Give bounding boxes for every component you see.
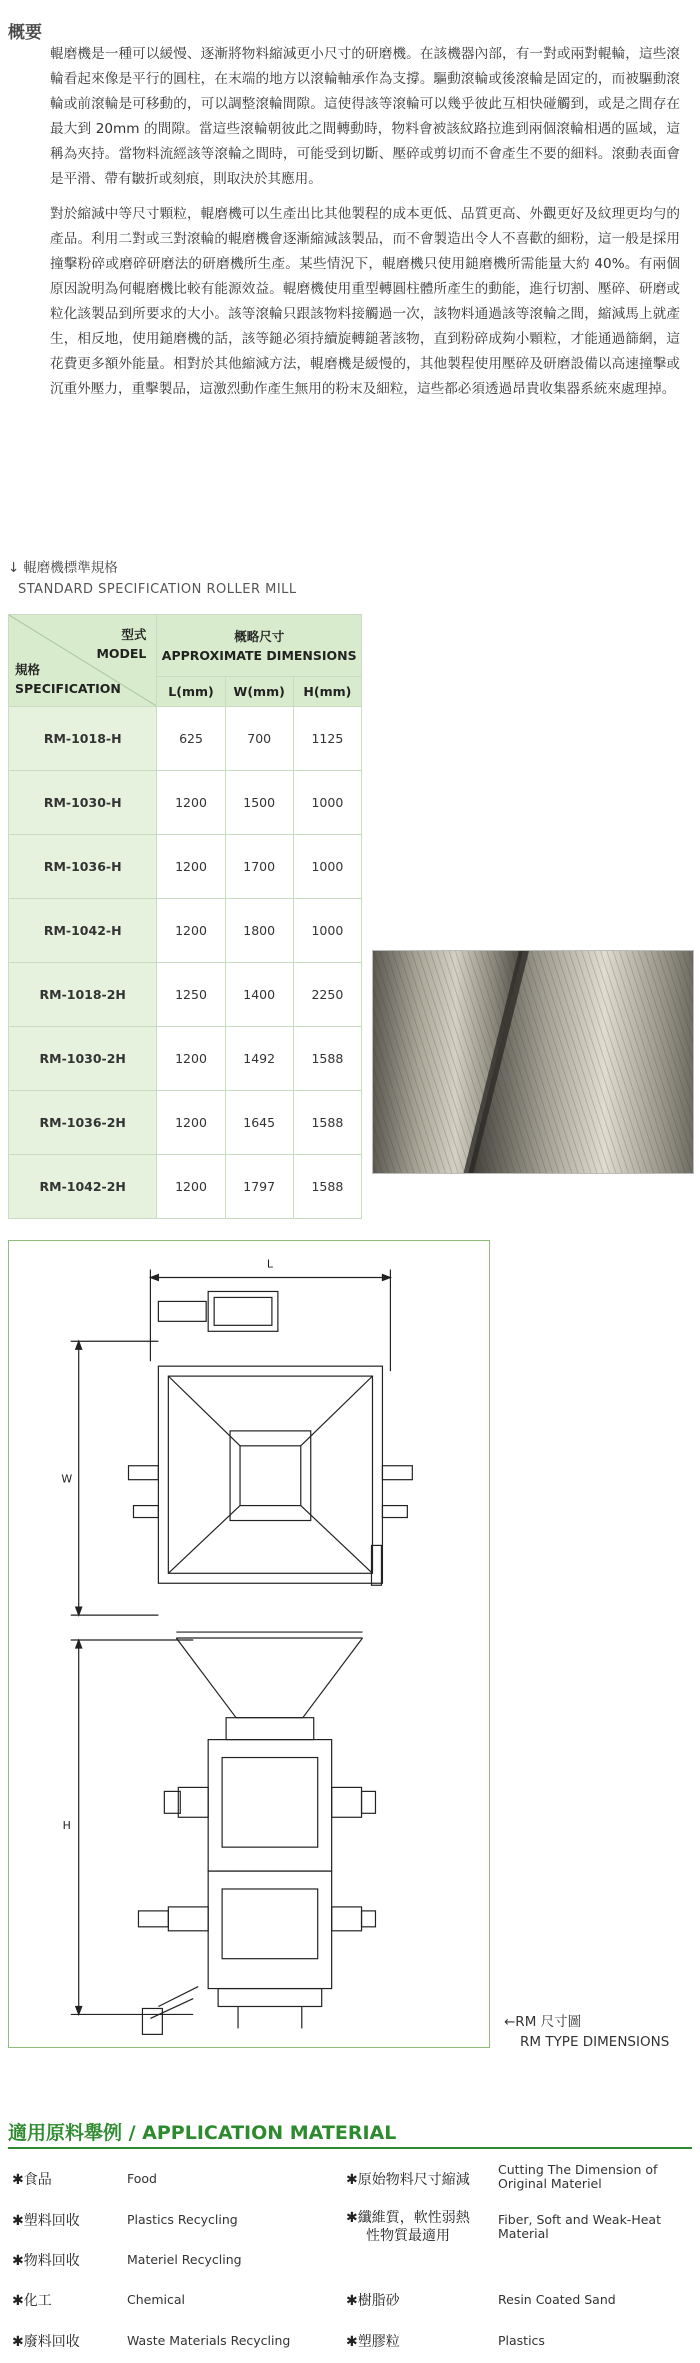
spec-table [8,614,362,1219]
header-dims-en: APPROXIMATE DIMENSIONS [161,647,357,663]
height-cell: 1000 [293,899,361,963]
dimension-caption [504,2012,669,2052]
model-cell: RM-1030-2H [9,1027,157,1091]
label-w: W [61,1472,73,1486]
dimension-caption-en: RM TYPE DIMENSIONS [520,2034,670,2050]
list-item-en: Food [127,2171,157,2186]
list-item: ✱物料回收 [12,2253,80,2269]
header-spec-zh: 規格 [15,662,41,677]
roller-surface-photo [372,950,694,1174]
table-row [9,771,362,835]
table-row [9,1091,362,1155]
application-divider [8,2147,692,2149]
model-cell: RM-1030-H [9,771,157,835]
list-item-en: Fiber, Soft and Weak-Heat Material [498,2212,661,2241]
list-item-en: Plastics [498,2333,545,2348]
model-cell: RM-1042-H [9,899,157,963]
length-cell: 1250 [157,963,225,1027]
star-bullet-icon: ✱ [346,2172,358,2188]
table-corner-header [9,615,157,707]
height-cell: 1000 [293,771,361,835]
roller-mill-drawing [9,1241,489,2047]
header-type-zh: 型式 [121,627,147,642]
list-item: ✱塑膠粒 [346,2334,400,2350]
model-cell: RM-1018-H [9,707,157,771]
star-bullet-icon: ✱ [346,2293,358,2309]
application-title: 適用原料舉例 / APPLICATION MATERIAL [8,2122,397,2144]
roller-texture [373,951,694,1174]
star-bullet-icon: ✱ [346,2210,358,2226]
list-item-en: Chemical [127,2292,185,2307]
model-cell: RM-1018-2H [9,963,157,1027]
header-col-w: W(mm) [225,677,293,707]
length-cell: 1200 [157,1091,225,1155]
height-cell: 1588 [293,1091,361,1155]
table-row [9,1155,362,1219]
spec-heading [8,556,118,576]
header-col-l: L(mm) [157,677,225,707]
list-item-en: Waste Materials Recycling [127,2333,291,2348]
table-row [9,835,362,899]
height-cell: 1588 [293,1027,361,1091]
table-row [9,707,362,771]
length-cell: 1200 [157,771,225,835]
star-bullet-icon: ✱ [346,2334,358,2350]
overview-paragraph-2: 對於縮減中等尺寸顆粒，輥磨機可以生產出比其他製程的成本更低、品質更高、外觀更好及紋理更均勻的產品。利用二對或三對滾輪的輥磨機會逐漸縮減該製品，而不會製造出令人不喜歡的細粉，這一般是採用撞擊粉碎或磨碎研磨法的研磨機所生產。某些情況下，輥磨機只使用鎚磨機所需能量大約 40%。有兩個原因說明為何輥磨機比較有能源效益。輥磨機使用重型轉圓柱體所產生的動能，進行切割、壓碎、研磨或粒化該製品到所要求的大小。該等滾輪只跟該物料接觸過一次，該物料通過該等滾輪之間，縮減馬上就產生，相反地，使用鎚磨機的話，該等鎚必須持續旋轉鎚著該物，直到粉碎成夠小顆粒，才能通過篩網，這花費更多額外能量。相對於其他縮減方法，輥磨機是緩慢的，其他製程使用壓碎及研磨設備以高速撞擊或沉重外壓力，重擊製品，這激烈動作產生無用的粉末及細粒，這些都必須透過昂貴收集器系統來處理掉。 [50,206,680,397]
list-item-en: Cutting The Dimension of Original Materiel [498,2162,658,2191]
spec-subheading: STANDARD SPECIFICATION ROLLER MILL [18,582,297,597]
list-item: ✱食品 [12,2172,52,2188]
star-bullet-icon: ✱ [12,2253,24,2269]
width-cell: 1800 [225,899,293,963]
list-item-en: Plastics Recycling [127,2212,238,2227]
width-cell: 1797 [225,1155,293,1219]
length-cell: 1200 [157,835,225,899]
width-cell: 1400 [225,963,293,1027]
overview-paragraph-1: 輥磨機是一種可以緩慢、逐漸將物料縮減更小尺寸的研磨機。在該機器內部，有一對或兩對輥輪，這些滾輪看起來像是平行的圓柱，在末端的地方以滾輪軸承作為支撐。驅動滾輪或後滾輪是固定的，而被驅動滾輪或前滾輪是可移動的，可以調整滾輪間隙。這使得該等滾輪可以幾乎彼此互相快碰觸到，或是之間存在最大到 20mm 的間隙。當這些滾輪朝彼此之間轉動時，物料會被該紋路拉進到兩個滾輪相遇的區域，這稱為夾持。當物料流經該等滾輪之間時，可能受到切斷、壓碎或剪切而不會產生不要的細料。滾動表面會是平滑、帶有皺折或刻痕，則取決於其應用。 [50,46,680,187]
list-item-en: Materiel Recycling [127,2252,242,2267]
star-bullet-icon: ✱ [12,2213,24,2229]
header-dims-zh: 概略尺寸 [234,628,285,644]
header-type-en: MODEL [96,646,147,661]
length-cell: 1200 [157,1155,225,1219]
overview-title: 概要 [8,23,42,43]
table-row [9,899,362,963]
dimension-caption-zh: ←RM 尺寸圖 [504,2014,582,2030]
label-l: L [266,1257,273,1271]
star-bullet-icon: ✱ [12,2334,24,2350]
height-cell: 1125 [293,707,361,771]
model-cell: RM-1042-2H [9,1155,157,1219]
list-item: ✱樹脂砂 [346,2293,400,2309]
table-row [9,963,362,1027]
list-item: ✱原始物料尺寸縮減 [346,2172,470,2188]
header-spec-en: SPECIFICATION [15,681,121,696]
height-cell: 1588 [293,1155,361,1219]
width-cell: 1700 [225,835,293,899]
height-cell: 2250 [293,963,361,1027]
list-item: ✱廢料回收 [12,2334,80,2350]
list-item: ✱纖維質，軟性弱熱 性物質最適用 [346,2210,470,2244]
spec-heading-text: 輥磨機標準規格 [23,560,118,576]
width-cell: 1500 [225,771,293,835]
down-arrow-icon: ↓ [8,560,20,576]
list-item-en: Resin Coated Sand [498,2292,616,2307]
dimension-drawing [8,1240,490,2048]
list-item: ✱塑料回收 [12,2213,80,2229]
header-col-h: H(mm) [293,677,361,707]
length-cell: 1200 [157,1027,225,1091]
width-cell: 1645 [225,1091,293,1155]
height-cell: 1000 [293,835,361,899]
length-cell: 625 [157,707,225,771]
model-cell: RM-1036-2H [9,1091,157,1155]
star-bullet-icon: ✱ [12,2293,24,2309]
list-item: ✱化工 [12,2293,52,2309]
width-cell: 700 [225,707,293,771]
length-cell: 1200 [157,899,225,963]
header-dimensions [157,615,362,677]
label-h: H [62,1819,71,1833]
table-row [9,1027,362,1091]
model-cell: RM-1036-H [9,835,157,899]
star-bullet-icon: ✱ [12,2172,24,2188]
width-cell: 1492 [225,1027,293,1091]
